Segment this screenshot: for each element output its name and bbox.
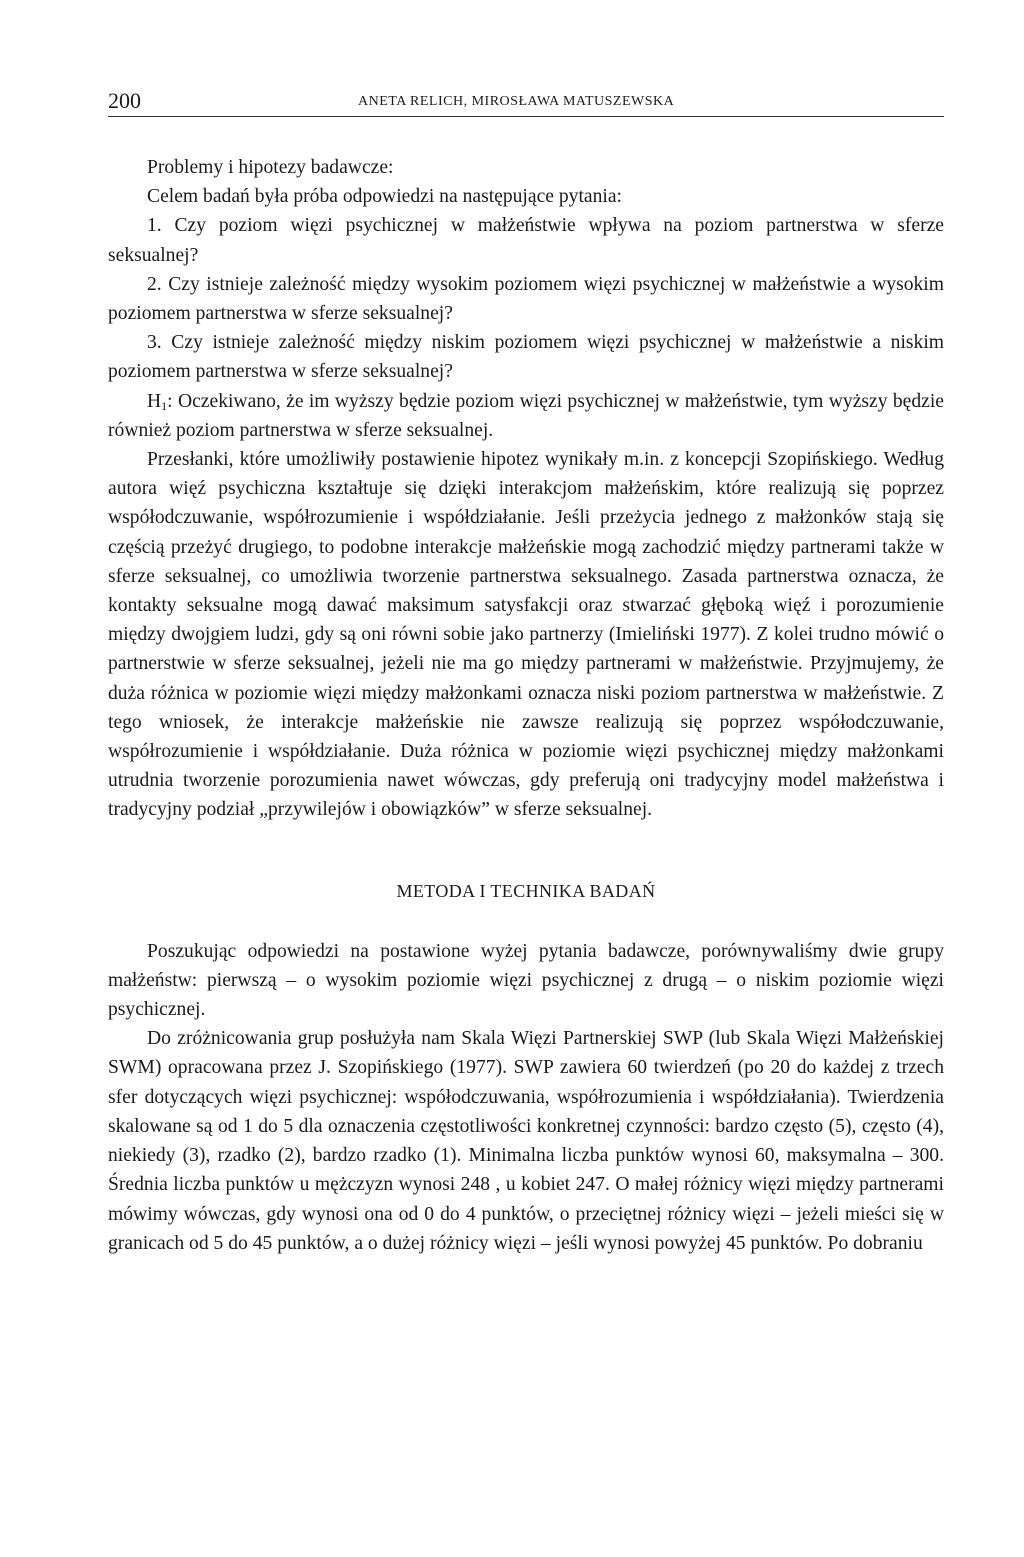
premises-paragraph: Przesłanki, które umożliwiły postawienie hipotez wynikały m.in. z koncepcji Szopińskiego. Według autora więź psychiczna kształtuje się dzięki interakcjom małżeńskim, które realizują się poprzez współodczuwanie, współrozumienie i współdziałanie. Jeśli przeżycia jednego z małżonków stają się częścią przeżyć drugiego, to podobne interakcje małżeńskie mogą zachodzić między partnerami także w sferze seksualnej, co umożliwia tworzenie partnerstwa seksualnego. Zasada partnerstwa oznacza, że kontakty seksualne mogą dawać maksimum satysfakcji oraz stwarzać głęboką więź i porozumienie między dwojgiem ludzi, gdy są oni równi sobie jako partnerzy (Imieliński 1977). Z kolei trudno mówić o partnerstwie w sferze seksualnej, jeżeli nie ma go między partnerami w małżeństwie. Przyjmujemy, że duża różnica w poziomie więzi między małżonkami oznacza niski poziom partnerstwa w małżeństwie. Z tego wniosek, że interakcje małżeńskie nie zawsze realizują się poprzez współodczuwanie, współrozumienie i współdziałanie. Duża różnica w poziomie więzi psychicznej między małżonkami utrudnia tworzenie porozumienia nawet wówczas, gdy preferują oni tradycyjny model małżeństwa i tradycyjny podział „przywilejów i obowiązków” w sferze seksualnej. — [108, 449, 944, 821]
method-paragraph-2: Do zróżnicowania grup posłużyła nam Skala Więzi Partnerskiej SWP (lub Skala Więzi Małżeńskiej SWM) opracowana przez J. Szopińskiego (1977). SWP zawiera 60 twierdzeń (po 20 do każdej z trzech sfer dotyczących więzi psychicznej: współodczuwania, współrozumienia i współdziałania). Twierdzenia skalowane są od 1 do 5 dla oznaczenia częstotliwości konkretnej czynności: bardzo często (5), często (4), niekiedy (3), rzadko (2), bardzo rzadko (1). Minimalna liczba punktów wynosi 60, maksymalna – 300. Średnia liczba punktów u mężczyzn wynosi 248 , u kobiet 247. O małej różnicy więzi między partnerami mówimy wówczas, gdy wynosi ona od 0 do 4 punktów, o przeciętnej różnicy więzi – jeżeli mieści się w granicach od 5 do 45 punktów, a o dużej różnicy więzi – jeśli wynosi powyżej 45 punktów. Po dobraniu — [108, 1028, 944, 1254]
document-page — [108, 84, 944, 1258]
running-header — [108, 84, 944, 117]
section-heading: METODA I TECHNIKA BADAŃ — [396, 880, 656, 901]
hypothesis-subscript: 1 — [161, 398, 168, 413]
research-aim: Celem badań była próba odpowiedzi na następujące pytania: — [147, 186, 622, 208]
hypothesis-text: : Oczekiwano, że im wyższy będzie poziom więzi psychicznej w małżeństwie, tym wyższy będzie również poziom partnerstwa w sferze seksualnej. — [108, 390, 944, 441]
question-1: 1. Czy poziom więzi psychicznej w małżeństwie wpływa na poziom partnerstwa w sferze seksualnej? — [108, 215, 944, 266]
problems-title: Problemy i hipotezy badawcze: — [147, 157, 394, 178]
method-paragraph-1: Poszukując odpowiedzi na postawione wyżej pytania badawcze, porównywaliśmy dwie grupy małżeństw: pierwszą – o wysokim poziomie więzi psychicznej z drugą – o niskim poziomie więzi psychicznej. — [108, 940, 944, 1021]
header-authors: ANETA RELICH, MIROSŁAWA MATUSZEWSKA — [358, 94, 675, 109]
body-text — [108, 153, 944, 1258]
hypothesis-label: H — [147, 390, 162, 412]
question-3: 3. Czy istnieje zależność między niskim poziomem więzi psychicznej w małżeństwie a niskim poziomem partnerstwa w sferze seksualnej? — [108, 332, 944, 383]
hypothesis-paragraph — [108, 387, 944, 445]
page-number: 200 — [108, 88, 141, 113]
question-2: 2. Czy istnieje zależność między wysokim poziomem więzi psychicznej w małżeństwie a wysokim poziomem partnerstwa w sferze seksualnej? — [108, 273, 944, 325]
